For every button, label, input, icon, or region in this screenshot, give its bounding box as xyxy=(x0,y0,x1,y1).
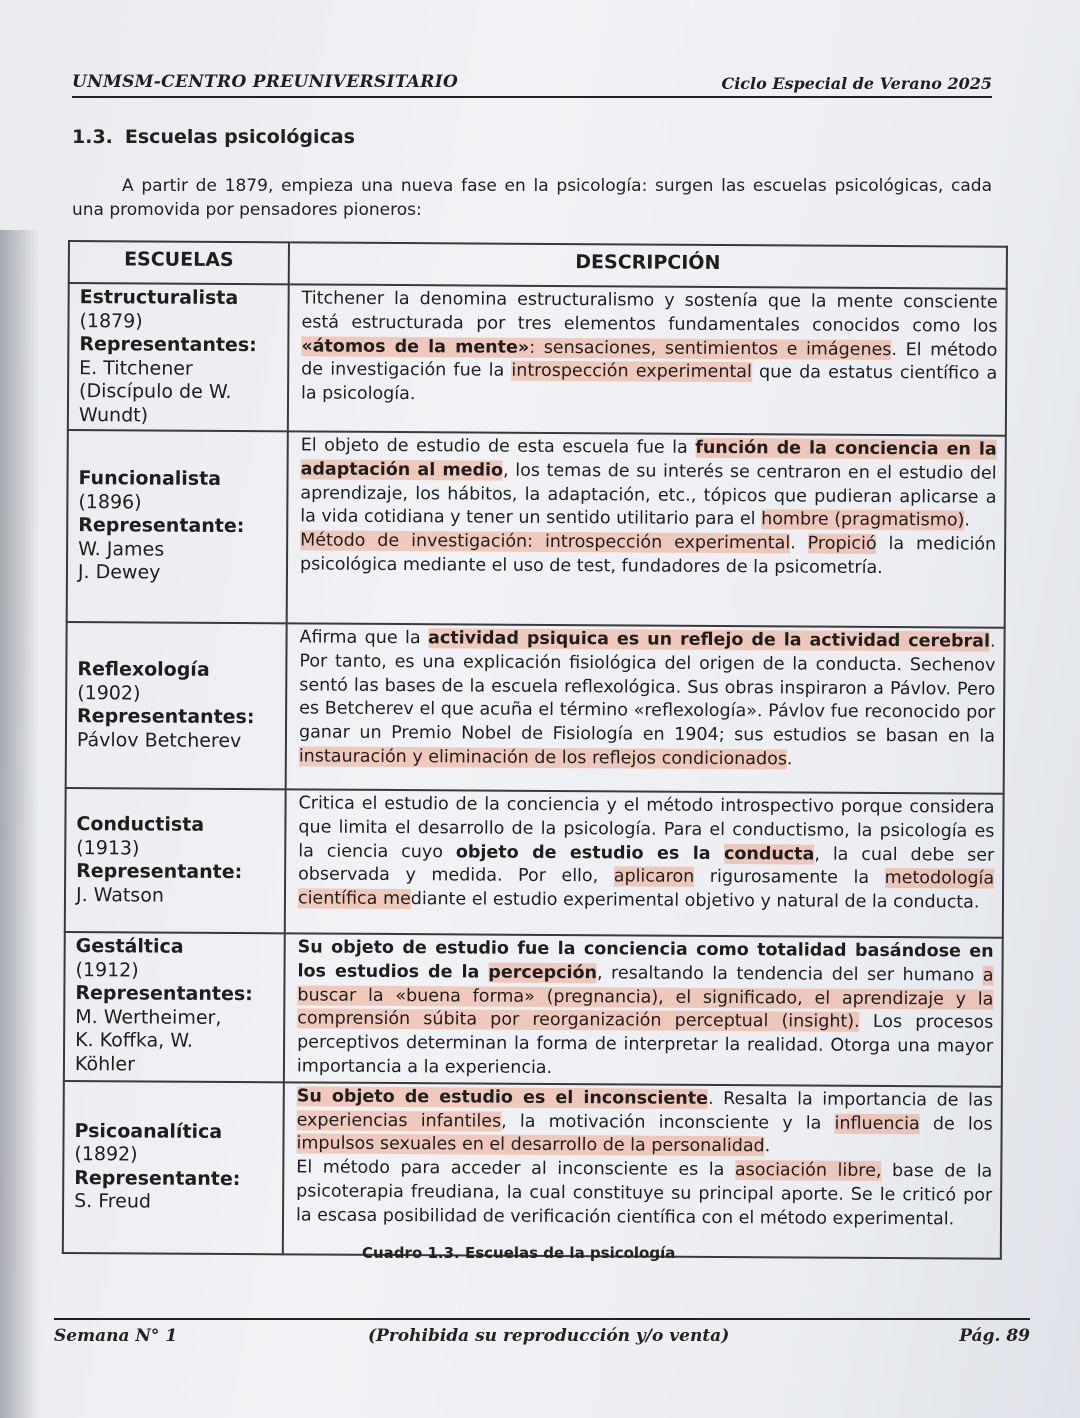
highlighted-text: Método de investigación: introspección experimental xyxy=(300,530,791,554)
school-cell xyxy=(64,932,285,1082)
description-text: objeto de estudio es la xyxy=(455,841,725,864)
highlighted-text: inconsciente xyxy=(583,1087,709,1109)
representatives-label: Representantes: xyxy=(77,705,255,729)
school-name: Conductista xyxy=(76,813,205,836)
representative-name: Pávlov Betcherev xyxy=(76,728,242,752)
description-text: . Resalta la importancia de las xyxy=(707,1088,993,1111)
description-text: El objeto de estudio de esta escuela fue la xyxy=(300,435,696,458)
description-text: de los xyxy=(919,1113,993,1135)
table-row xyxy=(65,788,1004,938)
description-text: . xyxy=(790,533,808,554)
school-year: (1913) xyxy=(76,836,140,859)
highlighted-text: aplicaron xyxy=(613,866,695,888)
school-year: (1892) xyxy=(74,1143,138,1166)
footer-page-number: Pág. 89 xyxy=(959,1326,1030,1346)
school-year: (1902) xyxy=(77,681,141,704)
intro-paragraph: A partir de 1879, empieza una nueva fase en la psicología: surgen las escuelas psicológicas, cada una promovida por pensadores pioneros: xyxy=(72,176,992,220)
description-paragraph xyxy=(299,626,996,773)
description-text: Critica el estudio de la conciencia y el método introspectivo porque considera que limita el desarrollo de la psicología. Para el conductismo, la psicología es la ciencia cuyo xyxy=(298,793,995,862)
column-header-escuelas: ESCUELAS xyxy=(69,241,289,284)
description-cell xyxy=(283,1082,1002,1258)
highlighted-text: función de la conciencia en la adaptación al medio xyxy=(300,437,997,481)
school-year: (1912) xyxy=(75,958,139,981)
representative-name: S. Freud xyxy=(74,1190,152,1213)
footer-week: Semana N° 1 xyxy=(54,1326,178,1346)
description-text: , resaltando la tendencia del ser humano xyxy=(596,963,983,986)
footer-notice: (Prohibida su reproducción y/o venta) xyxy=(368,1326,730,1346)
description-paragraph xyxy=(301,287,998,410)
page-header xyxy=(72,70,992,98)
description-text: . xyxy=(764,1136,771,1157)
representative-name: (Discípulo de W. xyxy=(79,380,232,404)
representative-name: J. Watson xyxy=(75,883,164,907)
table-row xyxy=(67,430,1006,628)
highlighted-text: Su objeto de estudio es el xyxy=(296,1086,584,1108)
school-year: (1879) xyxy=(79,309,143,332)
description-text: base de la psicoterapia freudiana, la cual constituye su principal aporte. Se le criticó por la escasa posibilidad de verificación científica con el método experimental. xyxy=(295,1161,993,1230)
representatives-label: Representantes: xyxy=(75,982,253,1006)
table-row xyxy=(66,622,1005,794)
highlighted-text: influencia xyxy=(834,1113,920,1134)
highlighted-text: instauración y eliminación de los reflejos condicionados xyxy=(298,746,788,770)
description-text: Titchener la denomina estructuralismo y sostenía que la mente consciente está estructurada por tres elementos fundamentales conocidos como los xyxy=(301,288,998,337)
representative-name: W. James xyxy=(78,537,165,561)
page-shadow xyxy=(0,230,40,1418)
highlighted-text: experiencias infantiles xyxy=(296,1109,502,1132)
representative-name: Köhler xyxy=(74,1052,136,1075)
table-body xyxy=(63,283,1007,1258)
section-number: 1.3. xyxy=(72,126,113,148)
section-title xyxy=(72,126,355,148)
school-cell xyxy=(66,622,287,789)
page-footer xyxy=(54,1318,1030,1350)
description-cell xyxy=(287,431,1006,627)
description-cell xyxy=(288,284,1007,435)
highlighted-text: «átomos de la mente» xyxy=(301,336,530,358)
representatives-label: Representante: xyxy=(78,514,245,538)
school-name: Estructuralista xyxy=(79,286,239,310)
representative-name: K. Koffka, W. xyxy=(75,1029,193,1052)
school-cell xyxy=(63,1081,284,1254)
description-cell xyxy=(286,623,1005,793)
description-paragraph xyxy=(296,1085,992,1161)
school-year: (1896) xyxy=(78,490,142,514)
table-header-row xyxy=(69,241,1007,289)
description-paragraph xyxy=(297,936,994,1083)
description-cell xyxy=(285,789,1004,937)
description-paragraph xyxy=(296,1157,992,1233)
description-text: , la motivación inconsciente y la xyxy=(501,1111,835,1134)
highlighted-text: conducta xyxy=(723,843,815,865)
description-text: la medición psicológica mediante el uso de test, fundadores de la psicometría. xyxy=(299,534,997,578)
header-institution: UNMSM-CENTRO PREUNIVERSITARIO xyxy=(72,72,459,92)
highlighted-text: asociación libre, xyxy=(734,1160,882,1182)
column-header-descripcion: DESCRIPCIÓN xyxy=(289,242,1007,288)
highlighted-text: Propició xyxy=(807,533,877,555)
school-cell xyxy=(65,788,286,933)
description-text: Afirma que la xyxy=(299,627,429,649)
description-text: , los temas de su interés se centraron en el estudio del aprendizaje, los hábitos, la adaptación, etc., tópicos que pudieran aplicarse a la vida cotidiana y tener un sentido utilitario para el xyxy=(300,460,997,530)
description-text: diante el estudio experimental objetivo y natural de la conducta. xyxy=(410,889,980,913)
representative-name: M. Wertheimer, xyxy=(75,1005,222,1029)
highlighted-text: : sensaciones, sentimientos e imágenes xyxy=(529,337,892,360)
highlighted-text: percepción xyxy=(488,962,598,984)
description-paragraph xyxy=(300,434,997,533)
representative-name: J. Dewey xyxy=(77,561,161,584)
description-text: Los procesos perceptivos determinan la forma de interpretar la realidad. Otorga una mayor importancia a la experiencia. xyxy=(296,1012,994,1078)
school-cell xyxy=(67,430,288,623)
description-text: Su objeto de estudio fue la conciencia como totalidad basándose en los estudios de la xyxy=(297,937,994,983)
highlighted-text: hombre (pragmatismo) xyxy=(761,509,965,531)
description-text: , la cual debe ser observada y medida. Por ello, xyxy=(298,844,995,887)
highlighted-text: introspección experimental xyxy=(511,361,752,383)
table-row xyxy=(68,283,1007,436)
table-row xyxy=(63,1081,1002,1259)
table-row xyxy=(64,932,1003,1087)
representative-name: E. Titchener xyxy=(79,356,193,380)
description-text: . Por tanto, es una explicación fisiológica del origen de la conducta. Sechenov sentó las bases de la escuela reflexológica. Sus obras inspiraron a Pávlov. Pero es Betcherev el que acuña el término «reflexología». Pávlov fue reconocido por ganar un Premio Nobel de Fisiología en 1904; sus estudios se basan en la xyxy=(298,631,996,747)
representatives-label: Representantes: xyxy=(79,333,257,357)
description-text: . El método de investigación fue la xyxy=(301,339,998,382)
description-text: rigurosamente la xyxy=(694,867,885,889)
representatives-label: Representante: xyxy=(76,860,243,884)
highlighted-text: metodología científica me xyxy=(297,868,995,910)
highlighted-text: impulsos sexuales en el desarrollo de la personalidad xyxy=(296,1133,765,1157)
schools-table xyxy=(62,240,1008,1260)
highlighted-text: a buscar la «buena forma» (pregnancia), el significado, el aprendizaje y la comprensión súbita por reorganización perceptual (insight). xyxy=(297,965,994,1033)
description-text: . xyxy=(964,510,971,531)
header-cycle: Ciclo Especial de Verano 2025 xyxy=(721,74,992,93)
highlighted-text: actividad psiquica es un reflejo de la actividad cerebral xyxy=(428,628,991,652)
description-paragraph xyxy=(298,792,995,915)
representative-name: Wundt) xyxy=(78,403,149,426)
section-title-text: Escuelas psicológicas xyxy=(124,126,355,148)
description-paragraph xyxy=(300,530,996,582)
description-text: El método para acceder al inconsciente es la xyxy=(296,1157,735,1181)
school-name: Funcionalista xyxy=(78,467,222,491)
table-caption: Cuadro 1.3. Escuelas de la psicología xyxy=(362,1244,676,1262)
description-text: que da estatus científico a la psicología. xyxy=(301,362,998,405)
description-cell xyxy=(284,933,1003,1086)
school-name: Gestáltica xyxy=(75,935,184,958)
description-text: . xyxy=(786,749,793,770)
school-cell xyxy=(68,283,289,431)
school-name: Reflexología xyxy=(77,658,210,681)
school-name: Psicoanalítica xyxy=(74,1119,223,1143)
representatives-label: Representante: xyxy=(74,1166,241,1190)
